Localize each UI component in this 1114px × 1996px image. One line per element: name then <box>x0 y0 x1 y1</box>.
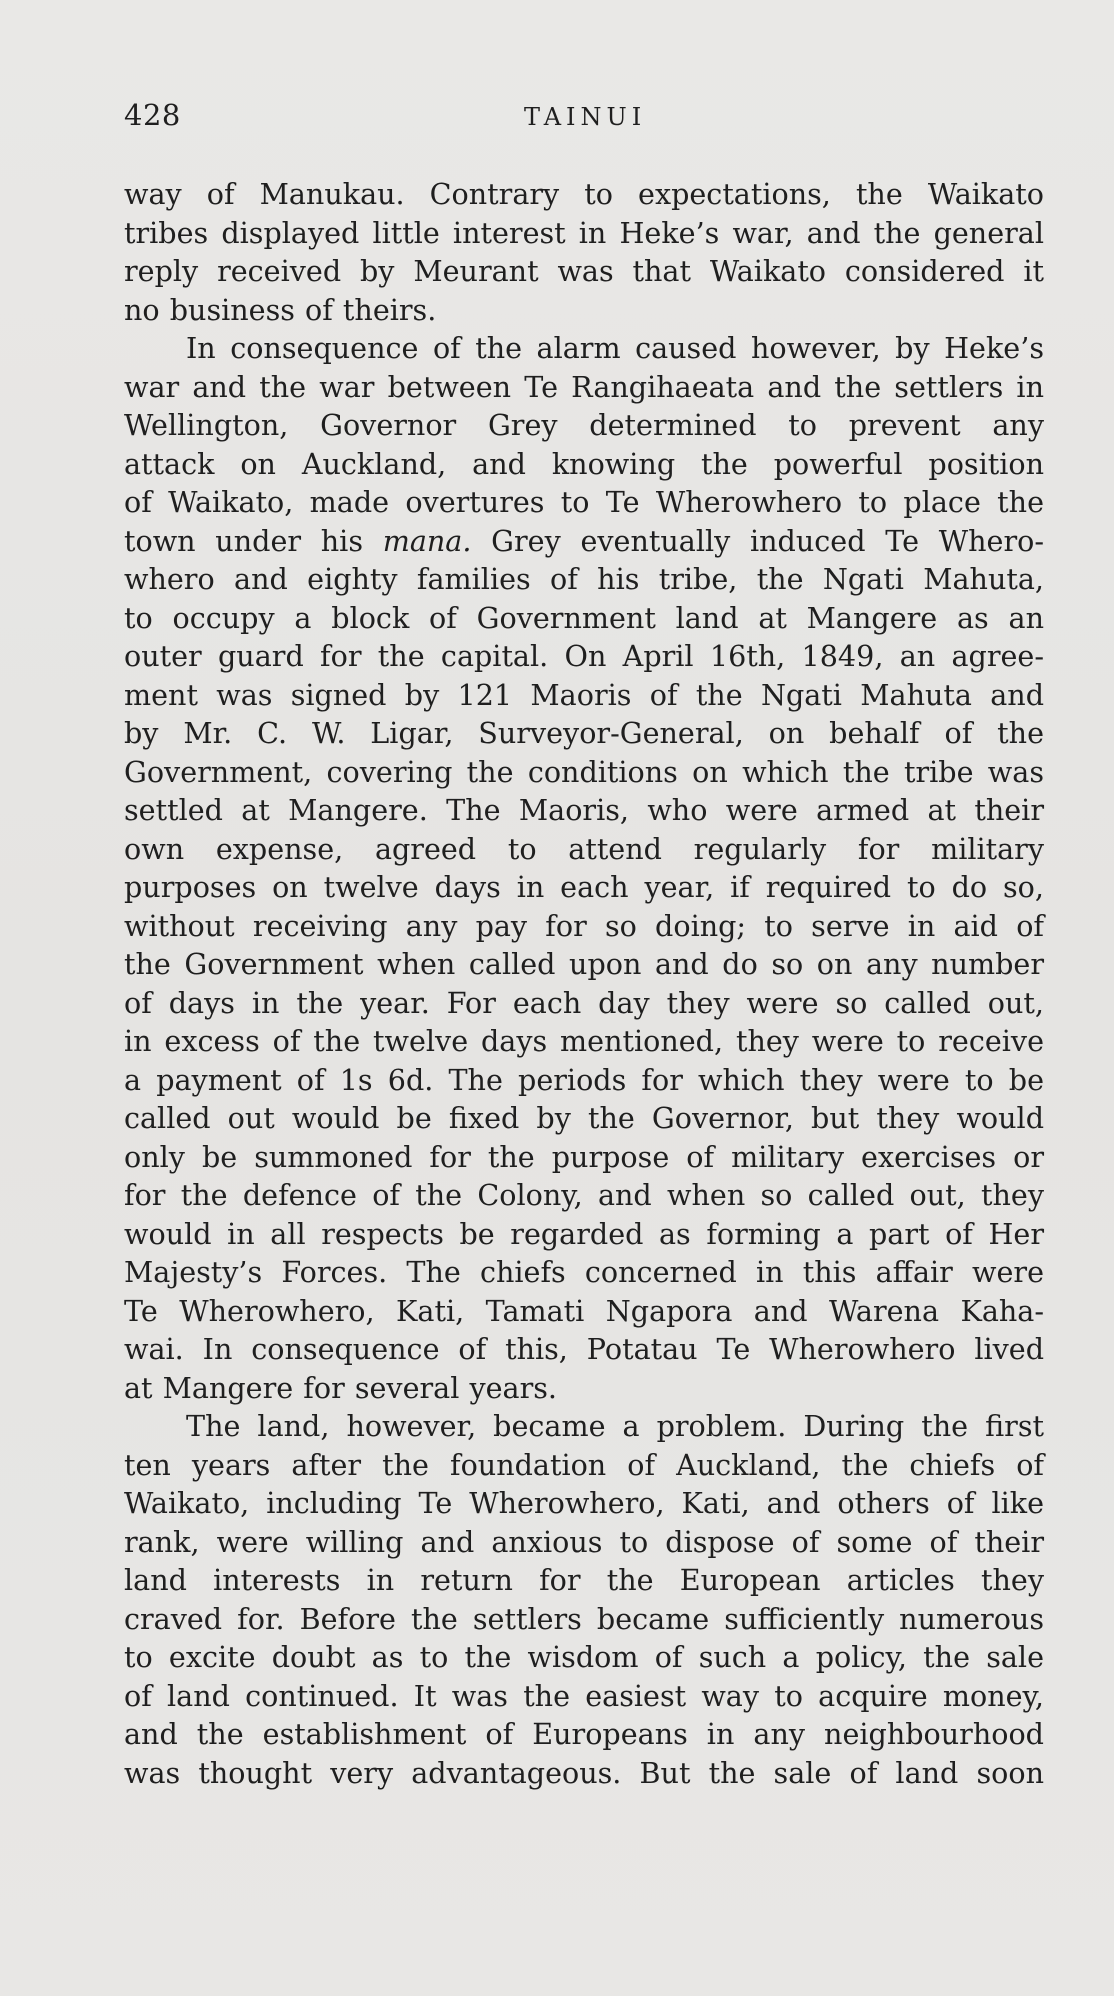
text-line: a payment of 1s 6d. The periods for which they were to be <box>124 1062 1044 1097</box>
text-line: craved for. Before the settlers became sufficiently numerous <box>124 1601 1044 1636</box>
text-line: would in all respects be regarded as forming a part of Her <box>124 1216 1044 1251</box>
text-line: for the defence of the Colony, and when so called out, they <box>124 1178 1044 1212</box>
text-line: In consequence of the alarm caused however, by Heke’s <box>186 331 1044 365</box>
running-head <box>124 98 1044 138</box>
text-segment: town under his <box>124 523 383 558</box>
text-line: reply received by Meurant was that Waikato considered it <box>124 254 1044 288</box>
text-line: Majesty’s Forces. The chiefs concerned in this affair were <box>124 1255 1044 1289</box>
text-line: ten years after the foundation of Auckland, the chiefs of <box>124 1447 1044 1482</box>
text-line: Wellington, Governor Grey determined to prevent any <box>124 408 1044 442</box>
text-line: war and the war between Te Rangihaeata and the settlers in <box>124 369 1044 404</box>
italic-word: mana. <box>382 523 472 558</box>
paragraph-1 <box>124 175 1044 329</box>
text-line: outer guard for the capital. On April 16th, 1849, an agree- <box>124 639 1044 673</box>
text-line: to excite doubt as to the wisdom of such a policy, the sale <box>124 1640 1044 1674</box>
text-line: land interests in return for the European articles they <box>124 1563 1044 1597</box>
text-line: to occupy a block of Government land at Mangere as an <box>124 600 1044 635</box>
body-text <box>124 175 1044 1792</box>
text-line: Te Wherowhero, Kati, Tamati Ngapora and Warena Kaha- <box>124 1293 1044 1328</box>
text-line: rank, were willing and anxious to dispose of some of their <box>124 1524 1044 1559</box>
text-line: tribes displayed little interest in Heke’s war, and the general <box>124 215 1044 250</box>
page-number: 428 <box>124 98 181 132</box>
paragraph-2 <box>124 329 1044 1407</box>
text-line: whero and eighty families of his tribe, the Ngati Mahuta, <box>124 562 1044 596</box>
text-line: was thought very advantageous. But the sale of land soon <box>124 1755 1044 1790</box>
text-line: The land, however, became a problem. During the first <box>186 1409 1044 1443</box>
text-segment: Grey <box>471 523 561 558</box>
text-line: of days in the year. For each day they were so called out, <box>124 985 1044 1020</box>
text-line: at Mangere for several years. <box>124 1370 558 1405</box>
text-line: attack on Auckland, and knowing the powerful position <box>124 446 1044 481</box>
text-line: and the establishment of Europeans in any neighbourhood <box>124 1717 1044 1751</box>
text-line: Waikato, including Te Wherowhero, Kati, and others of like <box>124 1486 1044 1520</box>
text-line: own expense, agreed to attend regularly for military <box>124 831 1044 866</box>
text-line-with-italic <box>124 522 1044 561</box>
text-line: without receiving any pay for so doing; to serve in aid of <box>124 908 1044 943</box>
text-line: Government, covering the conditions on which the tribe was <box>124 754 1044 789</box>
text-line: no business of theirs. <box>124 292 437 327</box>
text-line: purposes on twelve days in each year, if required to do so, <box>124 870 1044 904</box>
text-line: the Government when called upon and do so on any number <box>124 947 1044 981</box>
text-line: settled at Mangere. The Maoris, who were armed at their <box>124 793 1044 827</box>
paragraph-3 <box>124 1407 1044 1792</box>
text-line: of Waikato, made overtures to Te Wherowhero to place the <box>124 485 1044 519</box>
text-segment: eventually induced Te Whero- <box>580 523 1044 558</box>
text-line: in excess of the twelve days mentioned, they were to receive <box>124 1024 1044 1058</box>
text-line: of land continued. It was the easiest way to acquire money, <box>124 1678 1044 1713</box>
text-line: wai. In consequence of this, Potatau Te Wherowhero lived <box>124 1332 1044 1366</box>
text-line: only be summoned for the purpose of military exercises or <box>124 1139 1044 1174</box>
text-line: by Mr. C. W. Ligar, Surveyor-General, on behalf of the <box>124 716 1044 750</box>
text-line: ment was signed by 121 Maoris of the Ngati Mahuta and <box>124 677 1044 712</box>
running-title: TAINUI <box>524 103 647 131</box>
text-line: way of Manukau. Contrary to expectations, the Waikato <box>124 177 1044 211</box>
text-line: called out would be fixed by the Governor, but they would <box>124 1101 1044 1135</box>
